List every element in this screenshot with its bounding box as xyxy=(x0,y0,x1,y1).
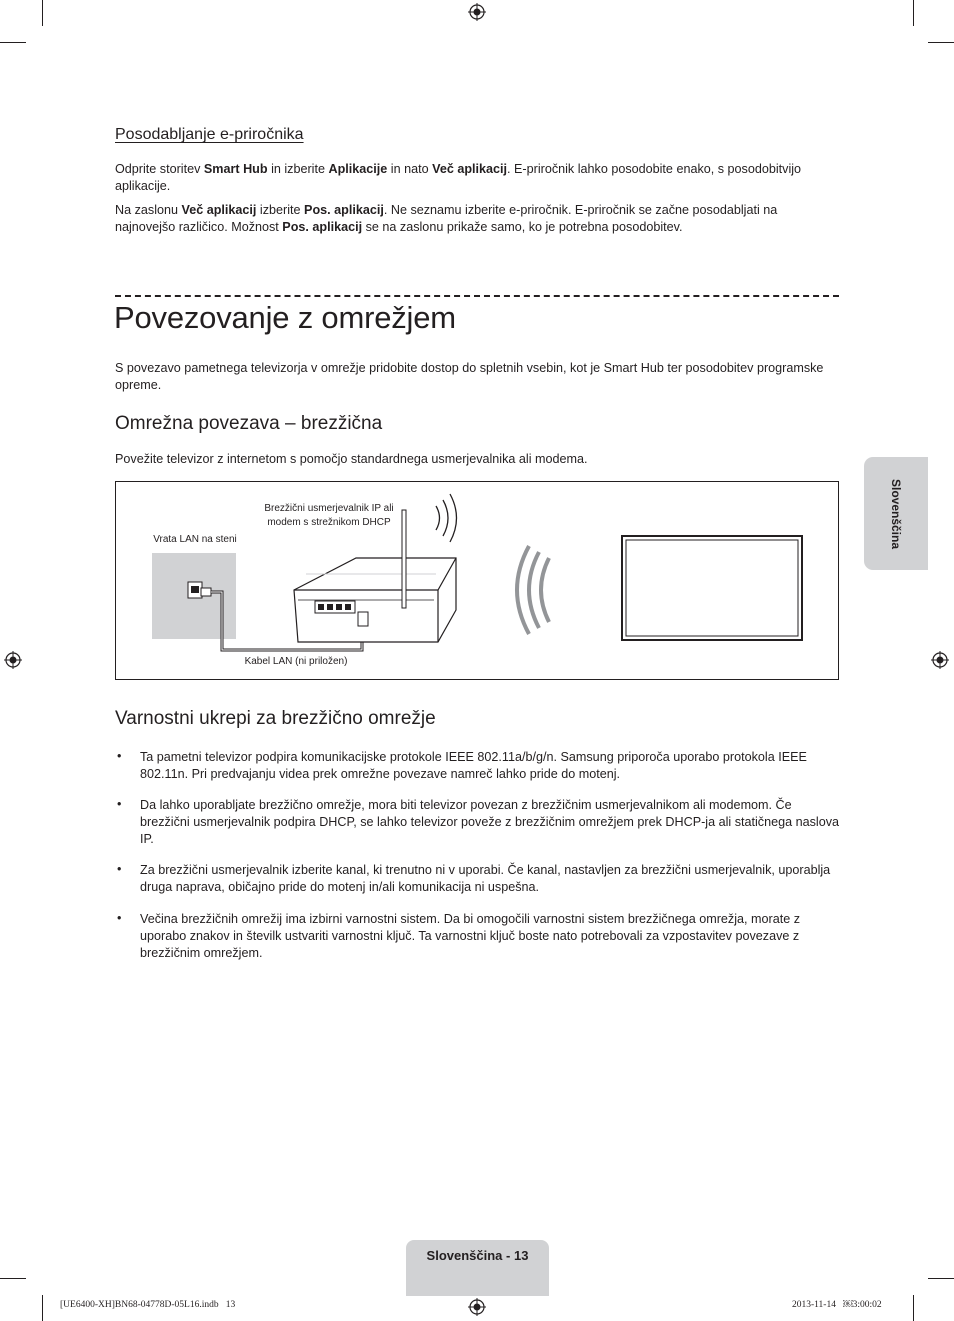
crop-mark xyxy=(0,42,26,43)
label-router-line-2: modem s strežnikom DHCP xyxy=(267,517,391,528)
label-cable: Kabel LAN (ni priložen) xyxy=(244,656,348,667)
ui-term: Pos. aplikacij xyxy=(304,203,384,217)
text-run: in nato xyxy=(387,162,433,176)
paragraph-update-1 xyxy=(115,161,839,195)
page-number: Slovenščina - 13 xyxy=(426,1248,529,1263)
list-item: Za brezžični usmerjevalnik izberite kanal, ki trenutno ni v uporabi. Če kanal, nastavljen za brezžični usmerjevalnik, uporablja druga naprava, običajno pride do motenj in/ali komunikacija ni uspešna. xyxy=(140,863,831,894)
language-side-tab xyxy=(864,457,928,570)
crop-mark xyxy=(928,1278,954,1279)
crop-mark xyxy=(928,42,954,43)
registration-mark-icon xyxy=(4,651,22,669)
network-diagram xyxy=(115,481,839,680)
language-side-tab-label: Slovenščina xyxy=(889,478,903,549)
section-heading-wireless: Omrežna povezava – brezžična xyxy=(115,413,383,434)
crop-mark xyxy=(0,1278,26,1279)
text-run: . Ne seznamu izberite e-priročnik. E-priročnik se začne posodabljati na najnovejšo različico. Možnost xyxy=(115,203,778,234)
page-number-tab xyxy=(406,1240,549,1296)
text-run: Odprite storitev xyxy=(115,162,204,176)
text-run: in izberite xyxy=(267,162,329,176)
chapter-divider xyxy=(115,295,839,297)
bullet-symbol: • xyxy=(117,911,122,925)
bullet-symbol: • xyxy=(117,749,122,763)
chapter-intro: S povezavo pametnega televizorja v omrežje pridobite dostop do spletnih vsebin, kot je Smart Hub ter posodobitev programske opreme. xyxy=(115,361,824,392)
network-diagram-illustration xyxy=(116,482,838,679)
text-run: Na zaslonu xyxy=(115,203,182,217)
chapter-title: Povezovanje z omrežjem xyxy=(114,300,456,335)
label-router-line-1: Brezžični usmerjevalnik IP ali xyxy=(264,503,394,514)
section-heading-security: Varnostni ukrepi za brezžično omrežje xyxy=(115,708,436,729)
list-item: Ta pametni televizor podpira komunikacijske protokole IEEE 802.11a/b/g/n. Samsung priporoča uporabo protokola IEEE 802.11n. Pri predvajanju videa prek omrežne povezave namreč lahko pride do motenj. xyxy=(140,750,807,781)
list-item: Da lahko uporabljate brezžično omrežje, mora biti televizor povezan z brezžičnim usmerjevalnikom ali modemom. Če brezžični usmerjevalnik podpira DHCP, se lahko televizor poveže z brezžičnim omrežjem prek DHCP-ja ali statičnega naslova IP. xyxy=(140,798,840,846)
footer-timestamp: 2013-11-14 ￼3:00:02 xyxy=(792,1300,882,1310)
ui-term: Pos. aplikacij xyxy=(282,220,363,234)
crop-mark xyxy=(42,1295,43,1321)
footer-file-info: [UE6400-XH]BN68-04778D-05L16.indb 13 xyxy=(60,1300,236,1310)
ui-term: Aplikacije xyxy=(328,162,388,176)
ui-term: Več aplikacij xyxy=(432,162,508,176)
crop-mark xyxy=(42,0,43,26)
router-signal-icon xyxy=(436,494,457,542)
crop-mark xyxy=(913,0,914,26)
ui-term: Več aplikacij xyxy=(181,203,257,217)
wireless-wave-icon xyxy=(517,546,549,634)
registration-mark-icon xyxy=(468,1298,486,1316)
bullet-symbol: • xyxy=(117,797,122,811)
paragraph-update-2 xyxy=(115,202,839,236)
text-run: . E-priročnik lahko posodobite enako, s posodobitvijo aplikacije. xyxy=(115,162,802,193)
tv-icon xyxy=(622,536,802,640)
bullet-symbol: • xyxy=(117,862,122,876)
crop-mark xyxy=(913,1295,914,1321)
registration-mark-icon xyxy=(931,651,949,669)
label-wall-lan: Vrata LAN na steni xyxy=(153,534,237,545)
registration-mark-icon xyxy=(468,3,486,21)
ui-term: Smart Hub xyxy=(203,162,268,176)
text-run: se na zaslonu prikaže samo, ko je potrebna posodobitev. xyxy=(362,220,683,234)
list-item: Večina brezžičnih omrežij ima izbirni varnostni sistem. Da bi omogočili varnostni sistem brezžičnega omrežja, morate z uporabo znakov in številk ustvariti varnostni ključ. Ta varnostni ključ boste nato potrebovali za vzpostavitev povezave z brezžičnim omrežjem. xyxy=(140,912,801,960)
label-router xyxy=(244,502,414,530)
section-heading-update: Posodabljanje e-priročnika xyxy=(115,126,304,143)
text-run: izberite xyxy=(256,203,305,217)
paragraph-wireless: Povežite televizor z internetom s pomočjo standardnega usmerjevalnika ali modema. xyxy=(115,452,588,466)
